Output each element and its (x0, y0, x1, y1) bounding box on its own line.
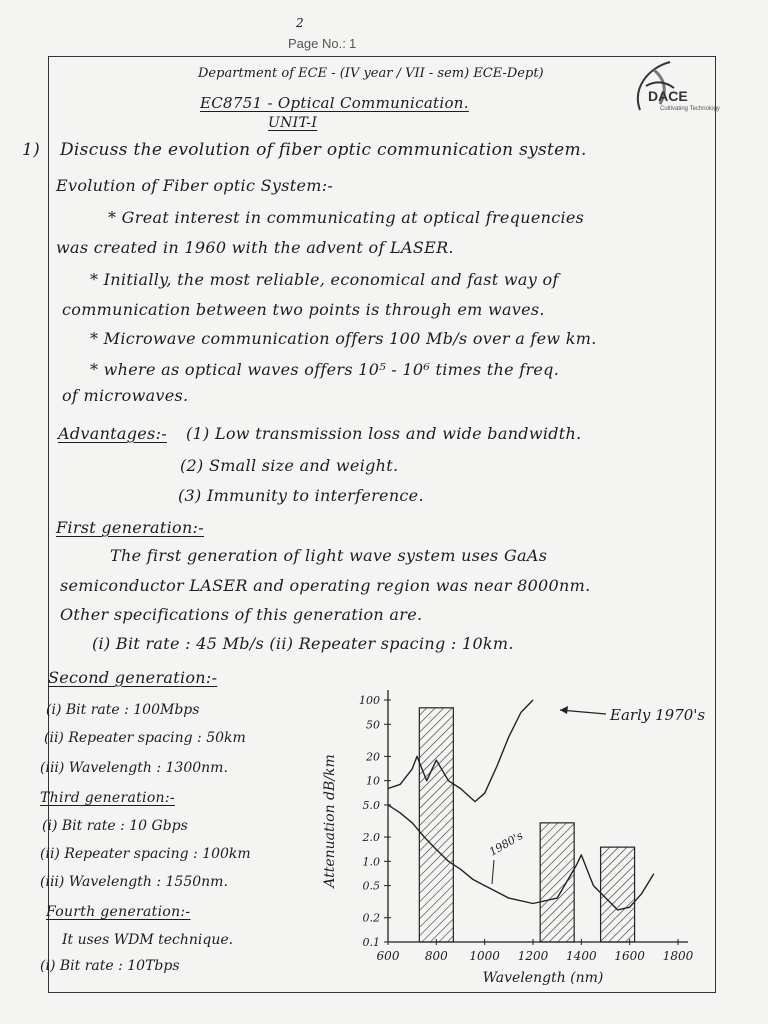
third-generation-item: (i) Bit rate : 10 Gbps (42, 818, 188, 834)
y-tick-label: 50 (366, 718, 380, 732)
third-generation-heading: Third generation:- (40, 790, 175, 806)
page-number: 1 (349, 36, 357, 51)
x-tick-label: 1600 (614, 949, 645, 963)
unit-title: UNIT-I (268, 115, 318, 131)
transmission-window-band (540, 823, 574, 942)
page-label: Page No.: (288, 36, 346, 51)
evolution-p1-line1: * Great interest in communicating at optical frequencies (108, 208, 585, 227)
first-generation-line4: (i) Bit rate : 45 Mb/s (ii) Repeater spacing : 10km. (92, 634, 514, 653)
page-mark: 2 (296, 16, 304, 30)
y-axis-label: Attenuation dB/km (322, 754, 338, 888)
y-tick-label: 0.2 (362, 911, 380, 925)
fourth-generation-heading: Fourth generation:- (46, 904, 191, 920)
evolution-p2-line1: * Initially, the most reliable, economical and fast way of (90, 270, 559, 289)
x-tick-label: 1000 (469, 949, 500, 963)
evolution-heading: Evolution of Fiber optic System:- (56, 176, 334, 195)
third-generation-item: (iii) Wavelength : 1550nm. (40, 874, 228, 890)
annotation-arrow (492, 860, 494, 884)
logo-text: DACE (648, 88, 688, 104)
first-generation-line1: The first generation of light wave system uses GaAs (110, 546, 548, 565)
evolution-p1-line2: was created in 1960 with the advent of LASER. (56, 238, 454, 257)
x-tick-label: 800 (424, 949, 448, 963)
y-tick-label: 10 (366, 774, 380, 788)
x-axis-label: Wavelength (nm) (482, 970, 604, 986)
y-tick-label: 1.0 (362, 855, 380, 869)
first-generation-line3: Other specifications of this generation are. (60, 605, 423, 624)
early-1970s-annotation: Early 1970's (610, 706, 706, 724)
second-generation-heading: Second generation:- (48, 668, 218, 687)
third-generation-item: (ii) Repeater spacing : 100km (40, 846, 251, 862)
transmission-window-band (601, 847, 635, 942)
second-generation-item: (ii) Repeater spacing : 50km (44, 730, 246, 746)
question-text: Discuss the evolution of fiber optic communication system. (60, 140, 587, 160)
x-tick-label: 600 (376, 949, 400, 963)
advantage-item: (1) Low transmission loss and wide bandwidth. (186, 424, 582, 443)
transmission-window-band (419, 708, 453, 942)
fourth-generation-line1: It uses WDM technique. (62, 932, 234, 948)
x-tick-label: 1200 (517, 949, 549, 963)
advantages-heading: Advantages:- (58, 424, 167, 443)
first-generation-heading: First generation:- (56, 518, 204, 537)
evolution-p4-line1: * where as optical waves offers 10⁵ - 10⁶ times the freq. (90, 360, 560, 379)
evolution-p3: * Microwave communication offers 100 Mb/s over a few km. (90, 329, 597, 348)
first-generation-line2: semiconductor LASER and operating region was near 8000nm. (60, 576, 591, 595)
y-tick-label: 0.1 (362, 936, 380, 949)
y-tick-label: 20 (366, 750, 380, 764)
advantage-item: (2) Small size and weight. (180, 456, 399, 475)
y-tick-label: 100 (359, 694, 380, 707)
evolution-p4-line2: of microwaves. (62, 386, 189, 405)
y-tick-label: 5.0 (362, 798, 380, 812)
attenuation-chart (310, 680, 710, 992)
y-tick-label: 2.0 (362, 831, 380, 845)
annotation-arrowhead (560, 706, 568, 714)
x-tick-label: 1400 (566, 949, 597, 963)
second-generation-item: (i) Bit rate : 100Mbps (46, 702, 200, 718)
fourth-generation-line2: (i) Bit rate : 10Tbps (40, 958, 180, 974)
question-number: 1) (22, 140, 41, 160)
department-line: Department of ECE - (IV year / VII - sem) ECE-Dept) (198, 66, 544, 81)
y-tick-label: 0.5 (362, 879, 380, 893)
early-1970s-curve (388, 700, 533, 802)
logo-tagline: Cultivating Technology (660, 106, 720, 112)
1980s-annotation: 1980's (487, 829, 526, 859)
evolution-p2-line2: communication between two points is through em waves. (62, 300, 545, 319)
second-generation-item: (iii) Wavelength : 1300nm. (40, 760, 228, 776)
advantage-item: (3) Immunity to interference. (178, 486, 424, 505)
college-logo (630, 58, 730, 114)
x-tick-label: 1800 (662, 949, 694, 963)
course-title: EC8751 - Optical Communication. (200, 94, 469, 112)
